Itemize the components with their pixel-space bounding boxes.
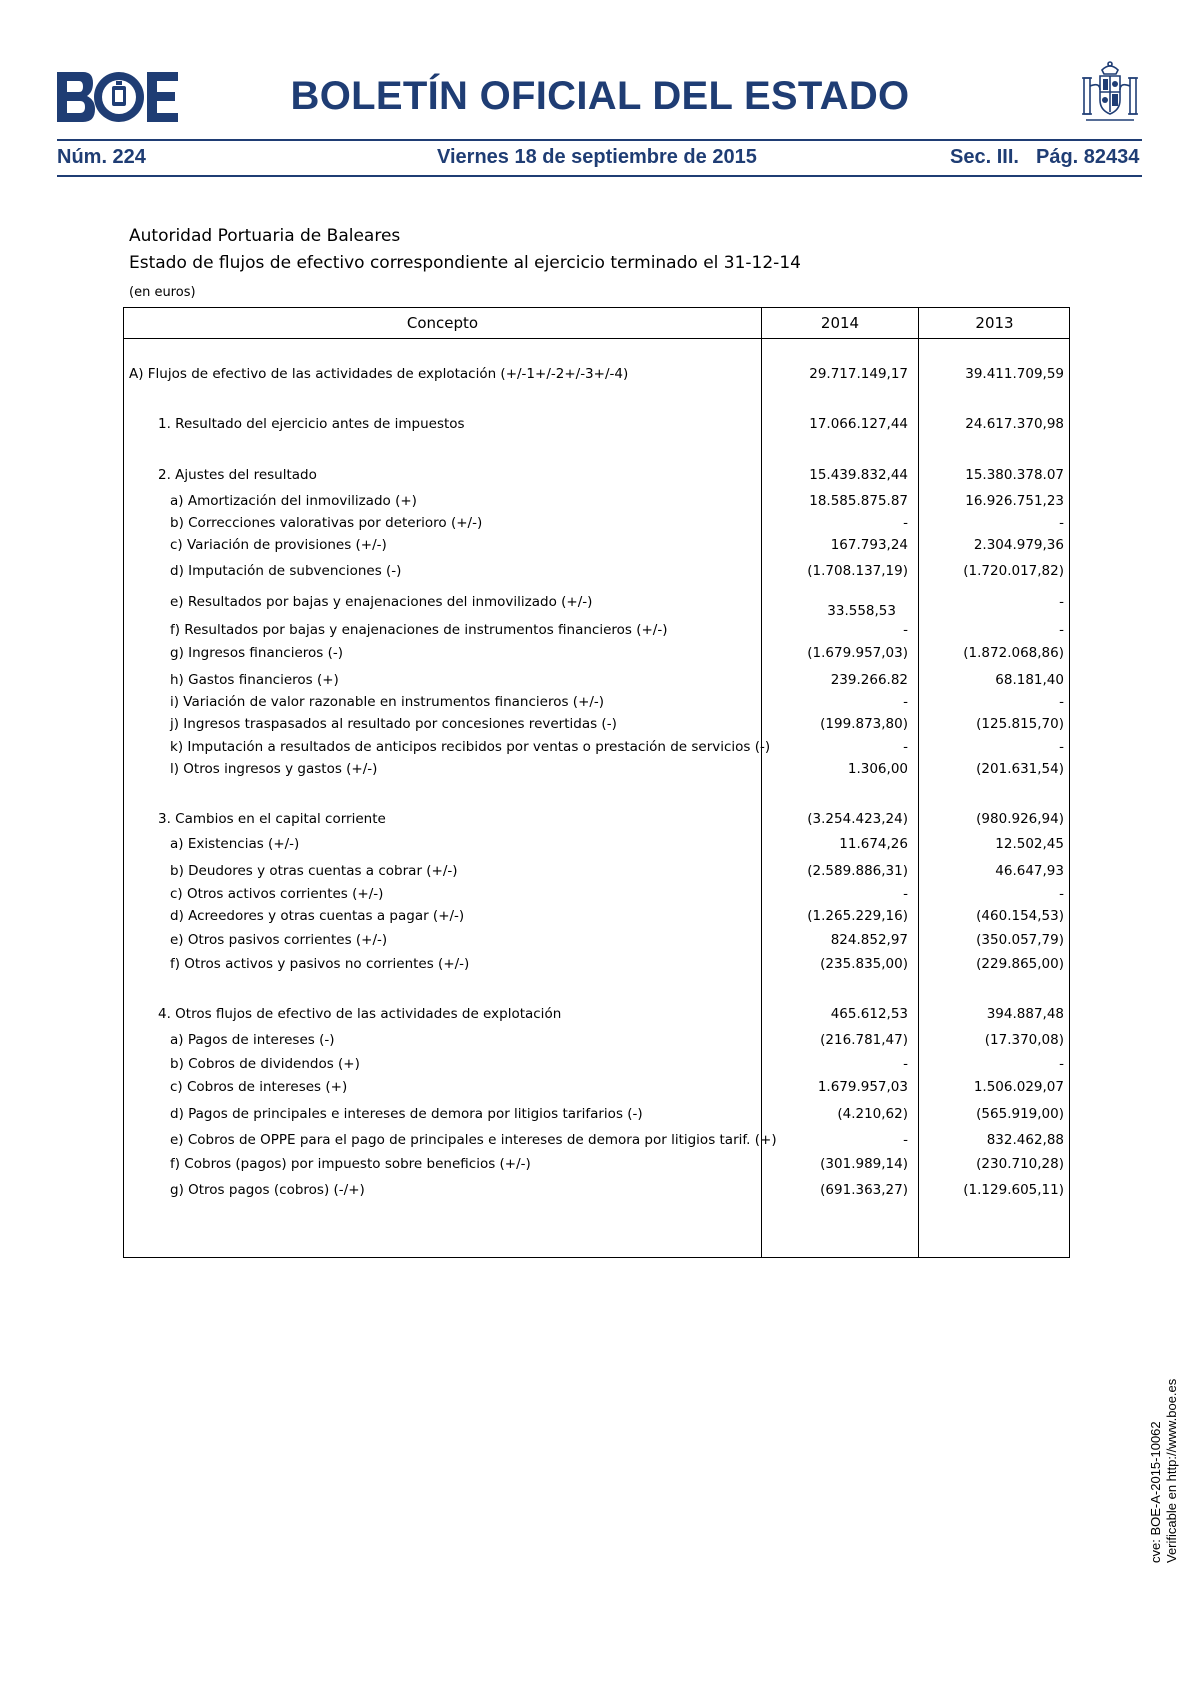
- row-value-2014: (691.363,27): [820, 1182, 908, 1198]
- row-value-2013: -: [1059, 1056, 1064, 1072]
- row-value-2014: (4.210,62): [837, 1106, 908, 1122]
- column-header-2014: 2014: [820, 314, 860, 332]
- row-value-2014: 167.793,24: [830, 537, 908, 553]
- verify-url: Verificable en http://www.boe.es: [1164, 1378, 1179, 1563]
- entity-name: Autoridad Portuaria de Baleares: [129, 226, 401, 246]
- table-row: [124, 908, 1069, 928]
- verification-note: [1148, 1379, 1180, 1563]
- row-concept: g) Otros pagos (cobros) (-/+): [170, 1182, 365, 1198]
- row-concept: c) Variación de provisiones (+/-): [170, 537, 387, 553]
- table-row: [124, 886, 1069, 906]
- row-value-2013: (1.129.605,11): [963, 1182, 1064, 1198]
- column-header-concepto: Concepto: [406, 314, 479, 332]
- row-concept: 3. Cambios en el capital corriente: [158, 811, 386, 827]
- row-concept: j) Ingresos traspasados al resultado por concesiones revertidas (-): [170, 716, 617, 732]
- table-row: [124, 1079, 1069, 1099]
- table-row: [124, 1106, 1069, 1126]
- row-value-2014: (3.254.423,24): [807, 811, 908, 827]
- units-note: (en euros): [129, 285, 196, 300]
- header-rule-top: [57, 139, 1142, 141]
- row-value-2013: 68.181,40: [995, 672, 1064, 688]
- row-value-2014: 465.612,53: [830, 1006, 908, 1022]
- table-row: [124, 537, 1069, 557]
- table-row: [124, 1006, 1069, 1026]
- row-value-2013: 832.462,88: [986, 1132, 1064, 1148]
- row-value-2013: 12.502,45: [995, 836, 1064, 852]
- row-value-2014: (1.679.957,03): [807, 645, 908, 661]
- row-value-2013: 16.926.751,23: [965, 493, 1064, 509]
- row-value-2013: (565.919,00): [976, 1106, 1064, 1122]
- row-value-2014: 1.679.957,03: [817, 1079, 908, 1095]
- row-concept: 1. Resultado del ejercicio antes de impuestos: [158, 416, 465, 432]
- table-row: [124, 1182, 1069, 1202]
- table-row: [124, 467, 1069, 487]
- row-concept: 4. Otros flujos de efectivo de las actividades de explotación: [158, 1006, 562, 1022]
- table-row: [124, 956, 1069, 976]
- cve-code: cve: BOE-A-2015-10062: [1148, 1421, 1163, 1563]
- table-row: [124, 1056, 1069, 1076]
- row-concept: 2. Ajustes del resultado: [158, 467, 317, 483]
- row-concept: f) Cobros (pagos) por impuesto sobre beneficios (+/-): [170, 1156, 531, 1172]
- row-concept: d) Imputación de subvenciones (-): [170, 563, 402, 579]
- row-concept: a) Amortización del inmovilizado (+): [170, 493, 417, 509]
- row-value-2013: (350.057,79): [976, 932, 1064, 948]
- table-row: [124, 932, 1069, 952]
- boe-logo: [57, 72, 178, 122]
- table-row: [124, 739, 1069, 759]
- table-row: [124, 811, 1069, 831]
- row-concept: l) Otros ingresos y gastos (+/-): [170, 761, 378, 777]
- row-value-2014: (216.781,47): [820, 1032, 908, 1048]
- row-value-2014: -: [903, 739, 908, 755]
- bulletin-title: BOLETÍN OFICIAL DEL ESTADO: [290, 74, 910, 118]
- row-concept: c) Cobros de intereses (+): [170, 1079, 348, 1095]
- row-value-2014: (301.989,14): [820, 1156, 908, 1172]
- issue-date: Viernes 18 de septiembre de 2015: [437, 146, 757, 168]
- row-concept: e) Cobros de OPPE para el pago de principales e intereses de demora por litigios tarif. (+): [170, 1132, 777, 1148]
- row-concept: A) Flujos de efectivo de las actividades de explotación (+/-1+/-2+/-3+/-4): [129, 366, 629, 382]
- row-concept: b) Cobros de dividendos (+): [170, 1056, 360, 1072]
- row-value-2014: 17.066.127,44: [809, 416, 908, 432]
- row-concept: c) Otros activos corrientes (+/-): [170, 886, 384, 902]
- table-row: [124, 493, 1069, 513]
- row-value-2013: (230.710,28): [976, 1156, 1064, 1172]
- row-value-2014: 18.585.875.87: [809, 493, 908, 509]
- statement-title: Estado de flujos de efectivo correspondiente al ejercicio terminado el 31-12-14: [129, 253, 801, 273]
- table-row: [124, 863, 1069, 883]
- table-row: [124, 416, 1069, 436]
- table-row: [124, 761, 1069, 781]
- row-value-2013: 1.506.029,07: [973, 1079, 1064, 1095]
- row-value-2014: 824.852,97: [830, 932, 908, 948]
- row-concept: a) Existencias (+/-): [170, 836, 300, 852]
- table-row: [124, 1156, 1069, 1176]
- row-value-2014: -: [903, 694, 908, 710]
- row-value-2014: -: [903, 515, 908, 531]
- row-value-2013: 46.647,93: [995, 863, 1064, 879]
- table-row: [124, 694, 1069, 714]
- table-row: [124, 836, 1069, 856]
- row-value-2013: (1.720.017,82): [963, 563, 1064, 579]
- table-row: [124, 366, 1069, 386]
- row-value-2014: -: [903, 622, 908, 638]
- row-concept: f) Otros activos y pasivos no corrientes (+/-): [170, 956, 470, 972]
- row-concept: e) Resultados por bajas y enajenaciones del inmovilizado (+/-): [170, 594, 593, 610]
- coat-of-arms-icon: [1078, 60, 1142, 128]
- header-divider: [124, 338, 1069, 339]
- row-concept: a) Pagos de intereses (-): [170, 1032, 335, 1048]
- row-value-2013: (17.370,08): [984, 1032, 1064, 1048]
- row-value-2013: -: [1059, 886, 1064, 902]
- page-number: Pág. 82434: [1036, 146, 1140, 168]
- table-row: [124, 563, 1069, 583]
- row-concept: e) Otros pasivos corrientes (+/-): [170, 932, 388, 948]
- row-value-2013: (201.631,54): [976, 761, 1064, 777]
- section-label: Sec. III.: [950, 146, 1019, 168]
- row-value-2014: 1.306,00: [847, 761, 908, 777]
- row-value-2014: (1.708.137,19): [807, 563, 908, 579]
- row-value-2014: 11.674,26: [839, 836, 908, 852]
- row-concept: i) Variación de valor razonable en instrumentos financieros (+/-): [170, 694, 605, 710]
- row-value-2014: 15.439.832,44: [809, 467, 908, 483]
- row-value-2014: (2.589.886,31): [807, 863, 908, 879]
- row-value-2013: (229.865,00): [976, 956, 1064, 972]
- issue-number: Núm. 224: [57, 146, 146, 168]
- row-concept: f) Resultados por bajas y enajenaciones de instrumentos financieros (+/-): [170, 622, 668, 638]
- row-value-2013: 394.887,48: [986, 1006, 1064, 1022]
- row-concept: b) Deudores y otras cuentas a cobrar (+/-): [170, 863, 458, 879]
- row-value-2013: -: [1059, 594, 1064, 610]
- row-value-2013: -: [1059, 622, 1064, 638]
- row-value-2014: 239.266.82: [830, 672, 908, 688]
- row-value-2013: 15.380.378.07: [965, 467, 1064, 483]
- row-concept: b) Correcciones valorativas por deterioro (+/-): [170, 515, 483, 531]
- row-concept: g) Ingresos financieros (-): [170, 645, 344, 661]
- table-row: [124, 1032, 1069, 1052]
- table-row: [124, 1132, 1069, 1152]
- table-row: [124, 716, 1069, 736]
- row-value-2013: (1.872.068,86): [963, 645, 1064, 661]
- row-value-2013: -: [1059, 694, 1064, 710]
- row-value-2014: -: [903, 1132, 908, 1148]
- table-row: [124, 622, 1069, 642]
- cash-flow-table: [123, 307, 1070, 1258]
- row-value-2013: -: [1059, 739, 1064, 755]
- row-value-2014: -: [903, 886, 908, 902]
- row-value-2013: -: [1059, 515, 1064, 531]
- table-row: [124, 672, 1069, 692]
- row-concept: d) Acreedores y otras cuentas a pagar (+/-): [170, 908, 465, 924]
- row-value-2014: (199.873,80): [820, 716, 908, 732]
- row-value-2013: 2.304.979,36: [973, 537, 1064, 553]
- row-value-2013: (125.815,70): [976, 716, 1064, 732]
- row-value-2013: 24.617.370,98: [965, 416, 1064, 432]
- table-row: [124, 594, 1069, 619]
- row-concept: h) Gastos financieros (+): [170, 672, 339, 688]
- table-row: [124, 645, 1069, 665]
- row-value-2013: 39.411.709,59: [965, 366, 1064, 382]
- row-value-2014: (235.835,00): [820, 956, 908, 972]
- header-rule-bottom: [57, 175, 1142, 177]
- row-value-2013: (460.154,53): [976, 908, 1064, 924]
- table-row: [124, 515, 1069, 535]
- row-concept: d) Pagos de principales e intereses de demora por litigios tarifarios (-): [170, 1106, 643, 1122]
- column-header-2013: 2013: [975, 314, 1014, 332]
- row-value-2014: 29.717.149,17: [809, 366, 908, 382]
- row-value-2014: -: [903, 1056, 908, 1072]
- row-concept: k) Imputación a resultados de anticipos recibidos por ventas o prestación de servicios (-): [170, 739, 771, 755]
- row-value-2013: (980.926,94): [976, 811, 1064, 827]
- row-value-2014: (1.265.229,16): [807, 908, 908, 924]
- row-value-2014: 33.558,53: [827, 603, 896, 619]
